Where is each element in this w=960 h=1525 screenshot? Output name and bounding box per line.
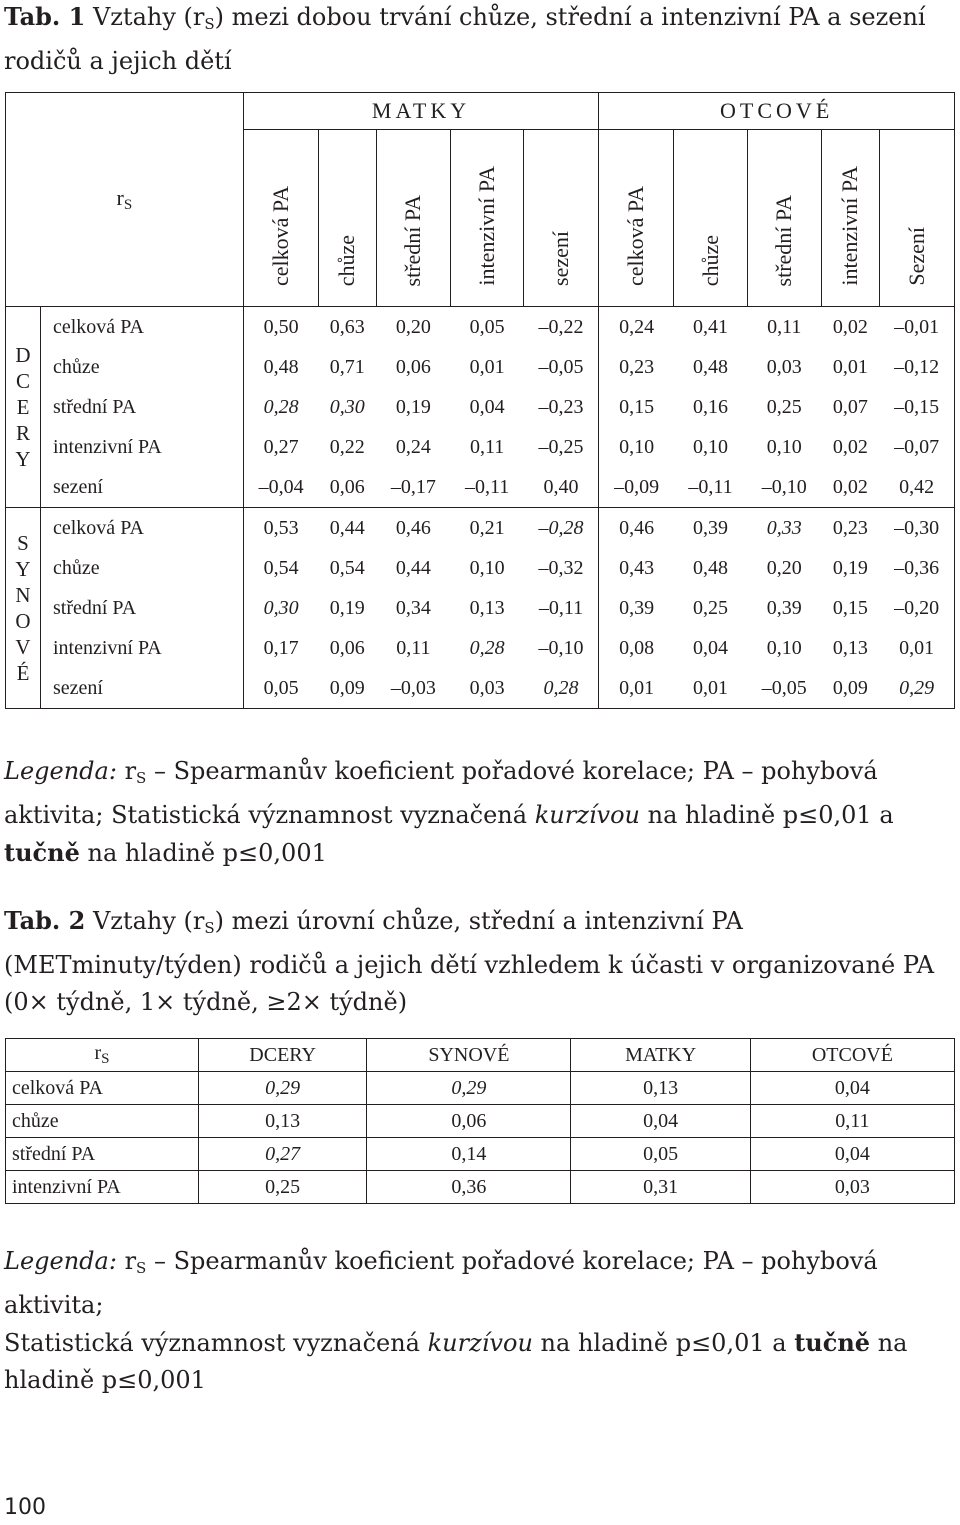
table-cell: 0,11	[396, 636, 431, 659]
table-cell: 0,13	[199, 1105, 367, 1138]
table1-caption-pre: Vztahy (r	[92, 3, 205, 31]
row-label: sezení	[41, 467, 244, 508]
legend1-italic-word: kurzívou	[534, 801, 640, 829]
side-letter: E	[16, 395, 30, 419]
table-cell: –0,11	[674, 467, 747, 508]
column-header-label: celková PA	[267, 185, 293, 286]
table-cell: 0,11	[747, 307, 821, 348]
table-cell: 0,01	[599, 668, 674, 709]
table-cell: 0,33	[747, 508, 821, 549]
table-cell: 0,11	[750, 1105, 954, 1138]
row-label: intenzivní PA	[6, 1171, 199, 1204]
column-header-label: intenzivní PA	[474, 166, 500, 286]
table-cell: 0,05	[243, 668, 318, 709]
table-cell: 0,40	[524, 467, 599, 508]
table-cell: 0,19	[832, 556, 868, 579]
table-cell: –0,03	[376, 668, 450, 709]
table-cell: 0,23	[619, 355, 655, 378]
legend2-text1: – Spearmanův koeficient pořadové korelace; PA – pohybová aktivita;	[4, 1247, 878, 1319]
table-row	[6, 347, 955, 387]
table-cell: 0,39	[674, 508, 747, 549]
table-cell: –0,20	[879, 588, 954, 628]
column-header-label: celková PA	[623, 185, 649, 286]
table-cell: 0,39	[766, 596, 802, 619]
table-cell: 0,06	[367, 1105, 571, 1138]
table-cell: –0,12	[879, 347, 954, 387]
table-cell: 0,10	[693, 435, 729, 458]
table-cell: 0,01	[832, 355, 868, 378]
table-cell: 0,04	[469, 395, 505, 418]
table-cell: –0,01	[879, 307, 954, 348]
table-row	[6, 387, 955, 427]
group-header-mothers: MATKY	[243, 93, 599, 130]
table-cell: 0,04	[750, 1072, 954, 1105]
table-cell: 0,27	[263, 435, 299, 458]
table-cell: 0,25	[766, 395, 802, 418]
table-cell: 0,02	[832, 435, 868, 458]
column-header-label: střední PA	[771, 194, 797, 286]
correlation-table-1	[5, 92, 955, 709]
table-cell: 0,44	[395, 556, 431, 579]
table-cell: 0,03	[451, 668, 524, 709]
legend1-lead: Legenda:	[4, 757, 117, 785]
table-cell: 0,05	[451, 307, 524, 348]
table-cell: 0,03	[750, 1171, 954, 1204]
table-cell: 0,48	[263, 355, 299, 378]
legend2-sub: S	[136, 1259, 147, 1277]
row-label: střední PA	[41, 387, 244, 427]
column-header: SYNOVÉ	[367, 1039, 571, 1072]
table-row	[6, 588, 955, 628]
table-cell: 0,53	[243, 508, 318, 549]
row-label: celková PA	[41, 508, 244, 549]
table-cell: –0,23	[524, 387, 599, 427]
legend2-text3: na hladině p≤0,01 a	[540, 1329, 787, 1357]
table-cell: –0,22	[524, 307, 599, 348]
row-label: chůze	[41, 347, 244, 387]
table-cell: 0,01	[674, 668, 747, 709]
table-cell: 0,24	[599, 307, 674, 348]
column-header	[674, 130, 747, 307]
table-row	[6, 1171, 955, 1204]
table-cell: 0,24	[395, 435, 431, 458]
row-label: celková PA	[41, 307, 244, 348]
table-cell: 0,25	[693, 596, 729, 619]
table-cell: –0,11	[524, 588, 599, 628]
side-letter: É	[16, 661, 30, 685]
table-cell: –0,07	[879, 427, 954, 467]
legend2-bold-word: tučně	[794, 1328, 871, 1357]
table-cell: –0,05	[524, 347, 599, 387]
table-cell: –0,28	[524, 508, 599, 549]
column-header-label: Sezení	[903, 227, 929, 286]
table-cell: 0,20	[376, 307, 450, 348]
table-row	[6, 668, 955, 709]
legend1-bold-word: tučně	[4, 838, 80, 867]
table-cell: 0,50	[243, 307, 318, 348]
table-cell: 0,46	[599, 508, 674, 549]
table-cell: 0,48	[693, 556, 729, 579]
group-header-fathers: OTCOVÉ	[599, 93, 955, 130]
table-cell: 0,02	[821, 307, 879, 348]
row-label: intenzivní PA	[41, 427, 244, 467]
column-header	[599, 130, 674, 307]
table-cell: 0,09	[318, 668, 376, 709]
row-label: sezení	[41, 668, 244, 709]
side-label-daughters	[6, 307, 41, 508]
table1-legend	[4, 753, 956, 872]
side-letter: Y	[15, 447, 31, 471]
table-cell: 0,10	[766, 636, 802, 659]
column-header: OTCOVÉ	[750, 1039, 954, 1072]
table-cell: 0,02	[821, 467, 879, 508]
legend2-text4: na hladině p≤0,001	[4, 1329, 908, 1394]
table-cell: 0,14	[367, 1138, 571, 1171]
table-cell: 0,17	[263, 636, 299, 659]
corner-r: r	[116, 185, 124, 210]
side-letter: N	[15, 583, 31, 607]
table-cell: 0,10	[469, 556, 505, 579]
side-letter: D	[15, 343, 31, 367]
row-label: chůze	[6, 1105, 199, 1138]
table-cell: 0,06	[329, 636, 365, 659]
table-cell: –0,11	[451, 467, 524, 508]
table1-label: Tab. 1	[4, 2, 86, 31]
table-cell: 0,19	[395, 395, 431, 418]
table-cell: 0,36	[367, 1171, 571, 1204]
table-cell: 0,03	[766, 355, 802, 378]
column-header	[821, 130, 879, 307]
legend2-italic-word: kurzívou	[427, 1329, 533, 1357]
side-letter: S	[17, 531, 29, 555]
table-row	[6, 307, 955, 348]
table-cell: 0,15	[619, 395, 655, 418]
column-header-label: chůze	[697, 234, 723, 286]
column-header	[879, 130, 954, 307]
table-cell: 0,13	[832, 636, 868, 659]
legend2-lead: Legenda:	[4, 1247, 117, 1275]
table-cell: 0,29	[199, 1072, 367, 1105]
side-letter: Y	[15, 557, 31, 581]
table-cell: 0,41	[674, 307, 747, 348]
column-header	[451, 130, 524, 307]
table-cell: 0,29	[879, 668, 954, 709]
table-cell: 0,07	[832, 395, 868, 418]
table-cell: 0,13	[469, 596, 505, 619]
table-cell: 0,04	[571, 1105, 750, 1138]
table-row	[6, 1138, 955, 1171]
side-letter: C	[15, 369, 30, 393]
table2-caption-pre: Vztahy (r	[92, 907, 205, 935]
table-cell: 0,22	[329, 435, 365, 458]
table-cell: 0,63	[318, 307, 376, 348]
column-header	[376, 130, 450, 307]
table-cell: 0,19	[329, 596, 365, 619]
table2-corner-r: r	[94, 1042, 102, 1064]
table1-caption	[4, 0, 956, 80]
table-cell: –0,36	[879, 548, 954, 588]
table-row	[6, 467, 955, 508]
column-header	[524, 130, 599, 307]
side-letter: R	[15, 421, 30, 445]
table-cell: –0,25	[524, 427, 599, 467]
column-header	[747, 130, 821, 307]
table-cell: 0,01	[469, 355, 505, 378]
column-header-label: chůze	[334, 234, 360, 286]
table-row	[6, 1105, 955, 1138]
table-cell: 0,11	[469, 435, 505, 458]
table-cell: 0,04	[693, 636, 729, 659]
table-cell: 0,06	[395, 355, 431, 378]
table1-caption-post: ) mezi dobou trvání chůze, střední a intenzivní PA a sezení rodičů a jejich dětí	[4, 3, 926, 75]
column-header	[243, 130, 318, 307]
column-header-label: střední PA	[400, 194, 426, 286]
table-cell: 0,39	[619, 596, 655, 619]
table-cell: 0,44	[318, 508, 376, 549]
table-cell: 0,23	[821, 508, 879, 549]
table-cell: 0,06	[318, 467, 376, 508]
table-cell: 0,13	[571, 1072, 750, 1105]
table-cell: 0,34	[395, 596, 431, 619]
table-cell: –0,10	[747, 467, 821, 508]
table-cell: –0,30	[879, 508, 954, 549]
table2-corner-header	[6, 1039, 199, 1072]
table-cell: 0,15	[832, 596, 868, 619]
table-cell: 0,31	[571, 1171, 750, 1204]
table-cell: 0,28	[263, 395, 299, 418]
table-cell: 0,16	[693, 395, 729, 418]
table-cell: 0,29	[367, 1072, 571, 1105]
table-cell: 0,01	[879, 628, 954, 668]
legend2-r: r	[124, 1247, 137, 1275]
table-cell: –0,04	[243, 467, 318, 508]
table-cell: 0,30	[263, 596, 299, 619]
legend1-text1: – Spearmanův koeficient pořadové korelace; PA – pohybová aktivita; Statistická významnost vyznačená	[4, 757, 878, 829]
table-cell: –0,05	[747, 668, 821, 709]
legend1-r: r	[124, 757, 137, 785]
table-cell: 0,42	[879, 467, 954, 508]
table2-corner-sub: S	[101, 1051, 110, 1067]
table-cell: 0,43	[619, 556, 655, 579]
table-row	[6, 427, 955, 467]
row-label: celková PA	[6, 1072, 199, 1105]
table2-caption-sub: S	[204, 919, 215, 937]
table2-legend	[4, 1243, 956, 1399]
table-cell: 0,04	[750, 1138, 954, 1171]
table-cell: 0,08	[619, 636, 655, 659]
row-label: střední PA	[41, 588, 244, 628]
table-cell: 0,71	[329, 355, 365, 378]
table-cell: 0,54	[263, 556, 299, 579]
table-cell: 0,48	[693, 355, 729, 378]
legend2-text2: Statistická významnost vyznačená	[4, 1329, 420, 1357]
row-label: intenzivní PA	[41, 628, 244, 668]
table2-label: Tab. 2	[4, 906, 86, 935]
table-cell: 0,09	[821, 668, 879, 709]
legend1-text2: na hladině p≤0,01 a	[647, 801, 894, 829]
table-row	[6, 508, 955, 549]
table-cell: –0,17	[376, 467, 450, 508]
column-header: DCERY	[199, 1039, 367, 1072]
table-cell: –0,15	[879, 387, 954, 427]
table-cell: 0,28	[524, 668, 599, 709]
column-header-label: intenzivní PA	[837, 166, 863, 286]
table-cell: 0,05	[571, 1138, 750, 1171]
table-cell: 0,10	[619, 435, 655, 458]
table2-caption	[4, 902, 956, 1021]
table2-caption-post: ) mezi úrovní chůze, střední a intenzivní PA (METminuty/týden) rodičů a jejich dětí vzhledem k účasti v organizované PA (0× týdně, 1× týdně, ≥2× týdně)	[4, 907, 935, 1016]
corner-header	[6, 93, 244, 307]
table-cell: 0,46	[376, 508, 450, 549]
table1-caption-sub: S	[204, 15, 215, 33]
table-row	[6, 1072, 955, 1105]
table-cell: 0,54	[329, 556, 365, 579]
table-cell: 0,21	[451, 508, 524, 549]
row-label: střední PA	[6, 1138, 199, 1171]
table-cell: 0,28	[469, 636, 505, 659]
table-cell: 0,10	[766, 435, 802, 458]
table-cell: 0,20	[766, 556, 802, 579]
side-label-sons	[6, 508, 41, 709]
table-cell: 0,30	[329, 395, 365, 418]
column-header-label: sezení	[548, 231, 574, 286]
corner-sub: S	[123, 197, 133, 213]
table-cell: 0,27	[199, 1138, 367, 1171]
row-label: chůze	[41, 548, 244, 588]
legend1-sub: S	[136, 769, 147, 787]
page-number: 100	[4, 1495, 46, 1520]
table-cell: 0,25	[199, 1171, 367, 1204]
table-cell: –0,32	[524, 548, 599, 588]
legend1-text3: na hladině p≤0,001	[87, 839, 327, 867]
side-letter: O	[15, 609, 31, 633]
side-letter: V	[15, 635, 31, 659]
table-cell: –0,09	[599, 467, 674, 508]
table-cell: –0,10	[524, 628, 599, 668]
table-row	[6, 628, 955, 668]
correlation-table-2	[5, 1038, 955, 1204]
column-header	[318, 130, 376, 307]
table-row	[6, 548, 955, 588]
column-header: MATKY	[571, 1039, 750, 1072]
